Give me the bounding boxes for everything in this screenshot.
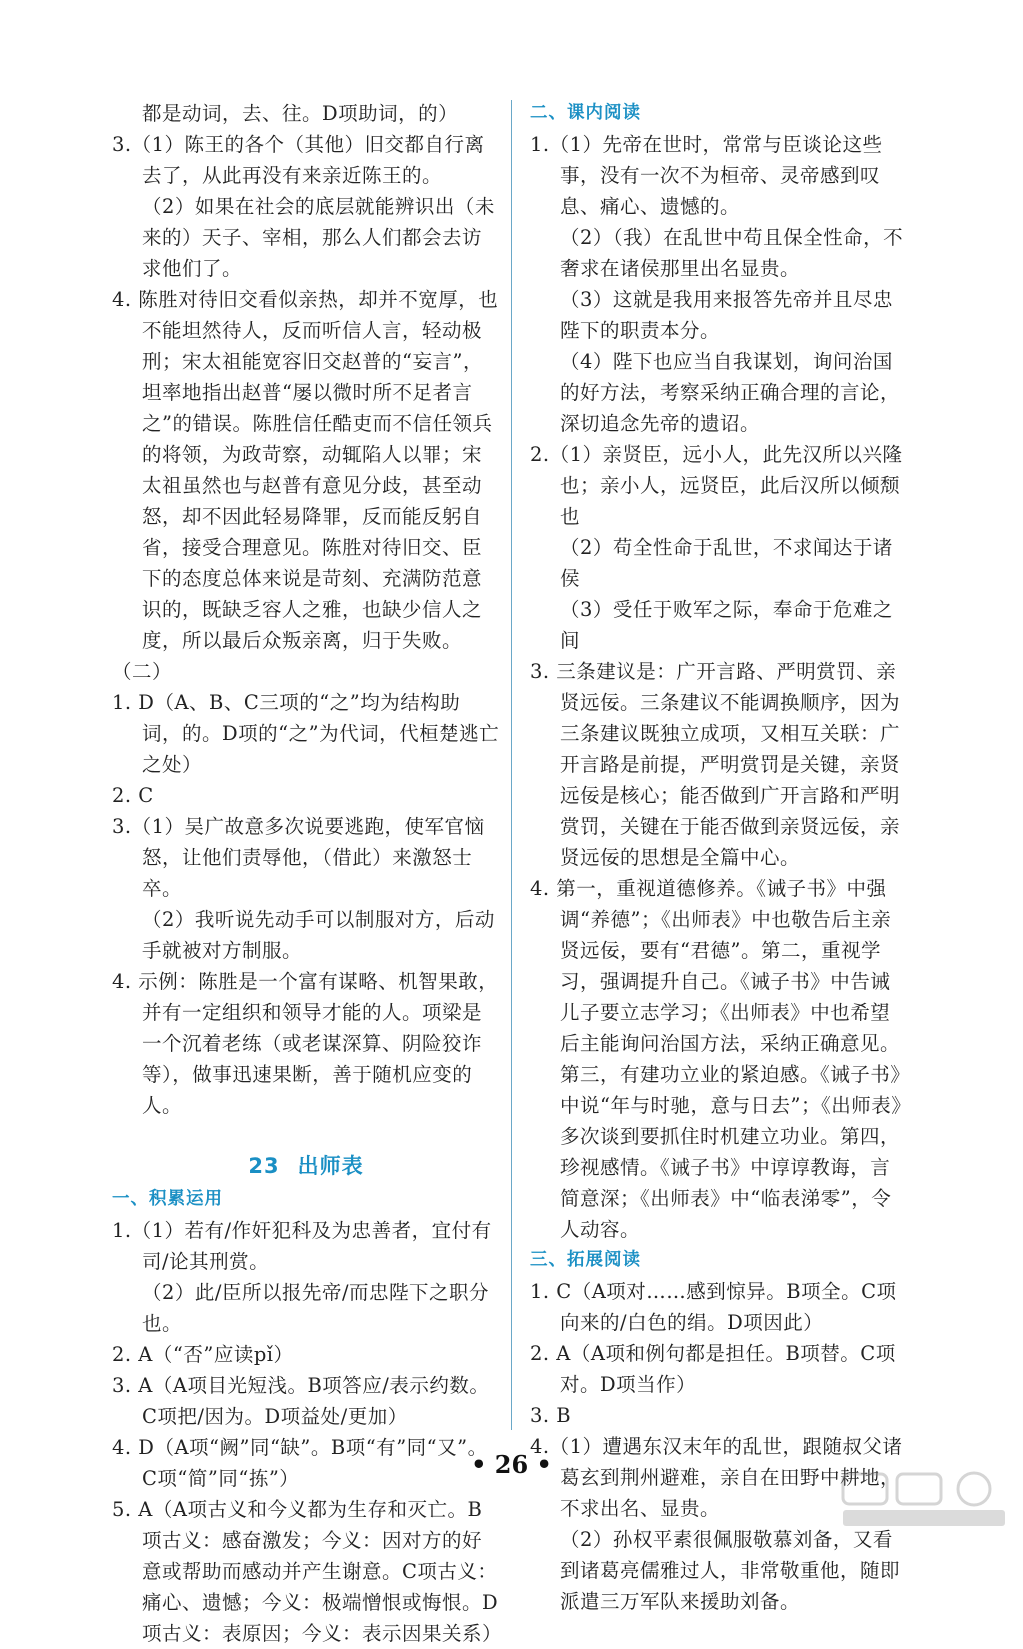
answer-item: （4）陛下也应当自我谋划，询问治国的好方法，考察采纳正确合理的言论，深切追念先帝的遗诏。	[560, 350, 901, 435]
left-column	[112, 98, 503, 1649]
answer-item: （2）此/臣所以报先帝/而忠陛下之职分也。	[142, 1281, 490, 1335]
answer-item: 1. C（A项对……感到惊异。B项全。C项向来的/白色的绢。D项因此）	[530, 1280, 897, 1334]
answer-item: （2）如果在社会的底层就能辨识出（未来的）天子、宰相，那么人们都会去访求他们了。	[142, 195, 495, 280]
section-heading: 三、拓展阅读	[530, 1250, 641, 1270]
answer-item: 4. 示例：陈胜是一个富有谋略、机智果敢，并有一定组织和领导才能的人。项梁是一个沉着老练（或老谋深算、阴险狡诈等），做事迅速果断，善于随机应变的人。	[112, 970, 499, 1117]
lesson-name: 出师表	[297, 1154, 364, 1178]
page-number: • 26 •	[471, 1450, 552, 1479]
section-heading: 一、积累运用	[112, 1189, 223, 1209]
answer-item: 1.（1）若有/作奸犯科及为忠善者，宜付有司/论其刑赏。	[112, 1219, 492, 1273]
answer-item: 2.（1）亲贤臣，远小人，此先汉所以兴隆也；亲小人，远贤臣，此后汉所以倾颓也	[530, 443, 903, 528]
answer-item: 2. A（A项和例句都是担任。B项替。C项对。D项当作）	[530, 1342, 896, 1396]
right-column	[530, 98, 910, 1617]
answer-item: 3. 三条建议是：广开言路、严明赏罚、亲贤远佞。三条建议不能调换顺序，因为三条建议既独立成项，又相互关联：广开言路是前提，严明赏罚是关键，亲贤远佞是核心；能否做到广开言路和严明赏罚，关键在于能否做到亲贤远佞，亲贤远佞的思想是全篇中心。	[530, 660, 901, 869]
answer-item: 3.（1）吴广故意多次说要逃跑，使军官恼怒，让他们责辱他，（借此）来激怒士卒。	[112, 815, 485, 900]
lesson-number: 23	[248, 1154, 280, 1178]
answer-item: 1.（1）先帝在世时，常常与臣谈论这些事，没有一次不为桓帝、灵帝感到叹息、痛心、遗憾的。	[530, 133, 883, 218]
answer-item: 2. C	[112, 784, 154, 807]
answer-item: 4. D（A项“阙”同“缺”。B项“有”同“又”。C项“简”同“拣”）	[112, 1436, 488, 1490]
section-heading: 二、课内阅读	[530, 103, 641, 123]
lesson-title	[112, 1151, 500, 1182]
answer-item: 3. A（A项目光短浅。B项答应/表示约数。C项把/因为。D项益处/更加）	[112, 1374, 490, 1428]
section-marker: （二）	[112, 660, 173, 683]
answer-item: 2. A（“否”应读pǐ）	[112, 1343, 294, 1366]
answer-item: （3）这就是我用来报答先帝并且尽忠陛下的职责本分。	[560, 288, 893, 342]
answer-item: 3.（1）陈王的各个（其他）旧交都自行离去了，从此再没有来亲近陈王的。	[112, 133, 485, 187]
answer-item: （2）我听说先动手可以制服对方，后动手就被对方制服。	[142, 908, 495, 962]
answer-item: 4. 陈胜对待旧交看似亲热，却并不宽厚，也不能坦然待人，反而听信人言，轻动极刑；宋太祖能宽容旧交赵普的“妄言”，坦率地指出赵普“屡以微时所不足者言之”的错误。陈胜信任酷吏而不信任领兵的将领，为政苛察，动辄陷人以罪；宋太祖虽然也与赵普有意见分歧，甚至动怒，却不因此轻易降罪，反而能反躬自省，接受合理意见。陈胜对待旧交、臣下的态度总体来说是苛刻、充满防范意识的，既缺乏容人之雅，也缺少信人之度，所以最后众叛亲离，归于失败。	[112, 288, 499, 652]
answer-item: 4. 第一，重视道德修养。《诫子书》中强调“养德”；《出师表》中也敬告后主亲贤远佞，要有“君德”。第二，重视学习，强调提升自己。《诫子书》中告诫儿子要立志学习；《出师表》中也希望后主能询问治国方法，采纳正确意见。第三，有建功立业的紧迫感。《诫子书》中说“年与时驰，意与日去”；《出师表》多次谈到要抓住时机建立功业。第四，珍视感情。《诫子书》中谆谆教诲，言简意深；《出师表》中“临表涕零”，令人动容。	[530, 877, 902, 1241]
answer-line: 都是动词，去、往。D项助词，的）	[142, 102, 459, 125]
answer-item: （3）受任于败军之际，奉命于危难之间	[560, 598, 893, 652]
answer-item: （2）（我）在乱世中苟且保全性命，不奢求在诸侯那里出名显贵。	[560, 226, 904, 280]
mxqe-logo-icon	[839, 1470, 1009, 1530]
answer-item: 5. A（A项古义和今义都为生存和灭亡。B项古义：感奋激发；今义：因对方的好意或帮助而感动并产生谢意。C项古义：痛心、遗憾；今义：极端憎恨或悔恨。D项古义：表原因；今义：表示因果关系）	[112, 1498, 503, 1645]
column-divider	[511, 100, 512, 1430]
answer-item: 4.（1）遭遇东汉末年的乱世，跟随叔父诸葛玄到荆州避难，亲自在田野中耕地，不求出名、显贵。	[530, 1435, 903, 1520]
answer-item: （2）孙权平素很佩服敬慕刘备，又看到诸葛亮儒雅过人，非常敬重他，随即派遣三万军队来援助刘备。	[560, 1528, 901, 1613]
answer-item: 1. D（A、B、C三项的“之”均为结构助词，的。D项的“之”为代词，代桓楚逃亡之处）	[112, 691, 500, 776]
answer-item: 3. B	[530, 1404, 572, 1427]
answer-item: （2）苟全性命于乱世，不求闻达于诸侯	[560, 536, 893, 590]
